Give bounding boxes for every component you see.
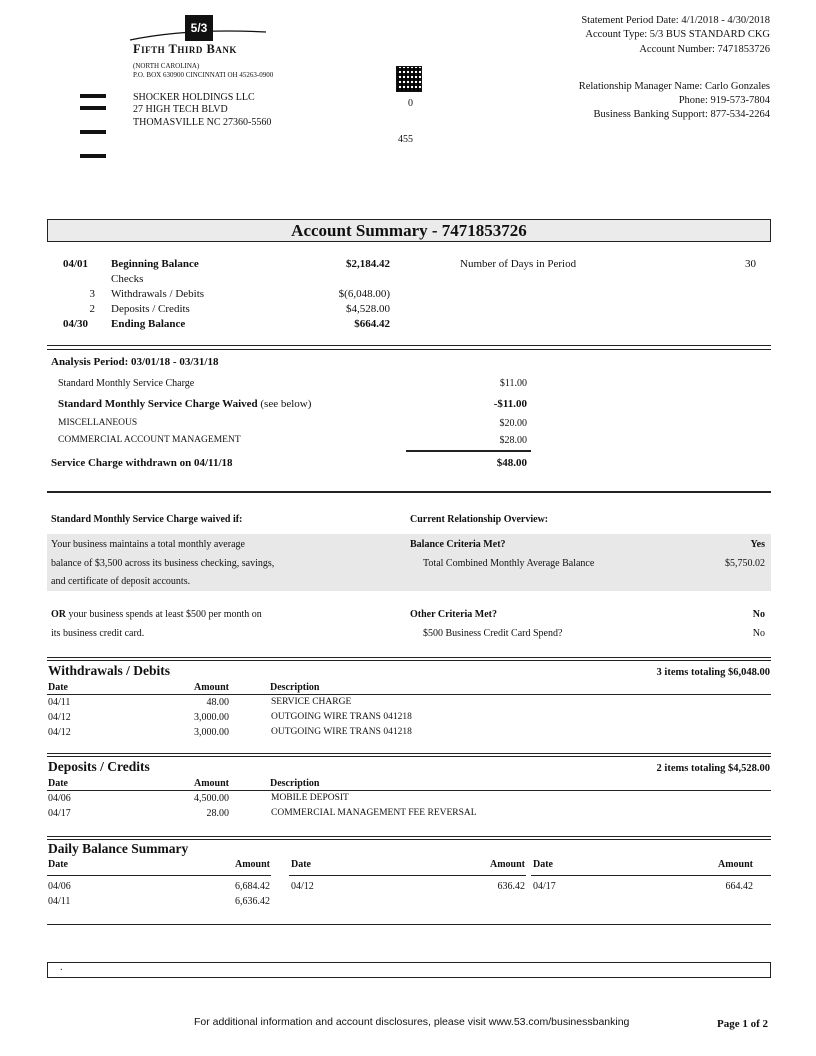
divider bbox=[47, 753, 771, 754]
col-date: Date bbox=[48, 859, 68, 870]
row-date: 04/17 bbox=[48, 808, 71, 819]
analysis-title: Analysis Period: 03/01/18 - 03/31/18 bbox=[51, 356, 219, 368]
service-charge-amount: $11.00 bbox=[499, 378, 527, 389]
customer-name: SHOCKER HOLDINGS LLC bbox=[133, 92, 255, 103]
account-type: Account Type: 5/3 BUS STANDARD CKG bbox=[585, 29, 770, 40]
header-rule bbox=[47, 875, 271, 876]
withdrawals-total: 3 items totaling $6,048.00 bbox=[656, 667, 770, 678]
message-box bbox=[47, 962, 771, 978]
daily-amount: 6,684.42 bbox=[235, 881, 270, 892]
divider bbox=[47, 660, 771, 661]
row-description: OUTGOING WIRE TRANS 041218 bbox=[271, 727, 412, 737]
col-date: Date bbox=[291, 859, 311, 870]
cond1-line3: and certificate of deposit accounts. bbox=[51, 576, 191, 587]
other-criteria-label: Other Criteria Met? bbox=[410, 609, 497, 620]
col-date: Date bbox=[533, 859, 553, 870]
divider bbox=[47, 839, 771, 840]
header-rule bbox=[47, 790, 771, 791]
cond2-text: your business spends at least $500 per month on bbox=[68, 609, 262, 620]
col-date: Date bbox=[48, 778, 68, 789]
account-number: Account Number: 7471853726 bbox=[639, 44, 770, 55]
row-date: 04/06 bbox=[48, 793, 71, 804]
deposits-amount: $4,528.00 bbox=[346, 303, 390, 315]
row-amount: 4,500.00 bbox=[194, 793, 229, 804]
row-description: MOBILE DEPOSIT bbox=[271, 793, 349, 803]
withdrawals-count: 3 bbox=[89, 288, 95, 300]
row-amount: 48.00 bbox=[206, 697, 229, 708]
bank-state: (NORTH CAROLINA) bbox=[133, 62, 200, 70]
divider bbox=[47, 924, 771, 925]
overview-title: Current Relationship Overview: bbox=[410, 514, 549, 525]
daily-amount: 6,636.42 bbox=[235, 896, 270, 907]
header-rule bbox=[531, 875, 771, 876]
row-date: 04/12 bbox=[48, 727, 71, 738]
col-amount: Amount bbox=[193, 682, 229, 693]
customer-city: THOMASVILLE NC 27360-5560 bbox=[133, 117, 272, 128]
page-number: Page 1 of 2 bbox=[716, 1018, 768, 1030]
daily-amount: 664.42 bbox=[725, 881, 753, 892]
waived-label: Standard Monthly Service Charge Waived bbox=[58, 398, 258, 410]
daily-date: 04/11 bbox=[48, 896, 71, 907]
footer-info: For additional information and account disclosures, please visit www.53.com/businessbanking bbox=[194, 1016, 630, 1028]
end-date: 04/30 bbox=[63, 318, 89, 330]
bank-name: Fifth Third Bank bbox=[133, 42, 237, 56]
daily-amount: 636.42 bbox=[497, 881, 525, 892]
daily-date: 04/06 bbox=[48, 881, 71, 892]
account-summary-title: Account Summary - 7471853726 bbox=[47, 219, 771, 242]
business-support: Business Banking Support: 877-534-2264 bbox=[593, 109, 770, 120]
days-label: Number of Days in Period bbox=[460, 258, 577, 270]
deposits-total: 2 items totaling $4,528.00 bbox=[656, 763, 770, 774]
sort-code: 0 bbox=[408, 98, 413, 109]
divider bbox=[47, 491, 771, 493]
header-rule bbox=[47, 694, 771, 695]
begin-amount: $2,184.42 bbox=[346, 258, 390, 270]
row-description: COMMERCIAL MANAGEMENT FEE REVERSAL bbox=[271, 808, 477, 818]
row-description: SERVICE CHARGE bbox=[271, 697, 352, 707]
message-text: . bbox=[60, 962, 63, 973]
waived-amount: -$11.00 bbox=[493, 398, 527, 410]
waiver-title: Standard Monthly Service Charge waived if: bbox=[51, 514, 243, 525]
row-date: 04/12 bbox=[48, 712, 71, 723]
row-date: 04/11 bbox=[48, 697, 71, 708]
combined-value: $5,750.02 bbox=[725, 558, 765, 569]
mail-barcode-mark bbox=[80, 130, 106, 134]
end-amount: $664.42 bbox=[354, 318, 390, 330]
daily-title: Daily Balance Summary bbox=[48, 841, 189, 856]
withdrawn-amount: $48.00 bbox=[496, 457, 527, 469]
balance-criteria-value: Yes bbox=[750, 539, 765, 550]
misc-amount: $20.00 bbox=[499, 418, 527, 429]
divider bbox=[47, 345, 771, 346]
withdrawals-amount: $(6,048.00) bbox=[338, 288, 390, 300]
card-spend-label: $500 Business Credit Card Spend? bbox=[423, 628, 563, 639]
mgmt-label: COMMERCIAL ACCOUNT MANAGEMENT bbox=[58, 435, 241, 445]
deposits-title: Deposits / Credits bbox=[48, 759, 150, 774]
mail-barcode-mark bbox=[80, 106, 106, 110]
cond1-line2: balance of $3,500 across its business checking, savings, bbox=[51, 558, 275, 569]
mgmt-amount: $28.00 bbox=[499, 435, 527, 446]
divider bbox=[47, 836, 771, 837]
total-rule bbox=[406, 450, 531, 452]
balance-criteria-label: Balance Criteria Met? bbox=[410, 539, 506, 550]
logo-mark-text: 5/3 bbox=[190, 21, 208, 35]
col-amount: Amount bbox=[193, 778, 229, 789]
row-amount: 28.00 bbox=[206, 808, 229, 819]
col-description: Description bbox=[270, 778, 320, 789]
header-rule bbox=[289, 875, 526, 876]
cond2-line2: its business credit card. bbox=[51, 628, 145, 639]
card-spend-value: No bbox=[752, 628, 765, 639]
cond2-or: OR bbox=[51, 609, 66, 620]
deposits-count: 2 bbox=[89, 303, 95, 315]
service-charge-label: Standard Monthly Service Charge bbox=[58, 378, 195, 389]
daily-date: 04/17 bbox=[533, 881, 556, 892]
col-amount: Amount bbox=[717, 859, 753, 870]
row-description: OUTGOING WIRE TRANS 041218 bbox=[271, 712, 412, 722]
bank-address: P.O. BOX 630900 CINCINNATI OH 45263-0900 bbox=[133, 71, 274, 79]
begin-label: Beginning Balance bbox=[111, 258, 199, 270]
col-amount: Amount bbox=[489, 859, 525, 870]
waived-note: (see below) bbox=[260, 398, 312, 410]
cond1-line1: Your business maintains a total monthly average bbox=[51, 539, 245, 550]
qr-code bbox=[396, 66, 422, 92]
manager-phone: Phone: 919-573-7804 bbox=[678, 95, 770, 106]
divider bbox=[47, 657, 771, 658]
begin-date: 04/01 bbox=[63, 258, 89, 270]
withdrawals-label: Withdrawals / Debits bbox=[111, 288, 205, 300]
statement-period: Statement Period Date: 4/1/2018 - 4/30/2018 bbox=[581, 15, 770, 26]
waived-row bbox=[58, 398, 311, 410]
misc-label: MISCELLANEOUS bbox=[58, 418, 138, 428]
col-amount: Amount bbox=[234, 859, 270, 870]
cond2-line1 bbox=[51, 609, 262, 620]
checks-label: Checks bbox=[111, 273, 144, 285]
mail-barcode-mark bbox=[80, 154, 106, 158]
sequence-code: 455 bbox=[398, 134, 413, 145]
relationship-manager: Relationship Manager Name: Carlo Gonzales bbox=[578, 81, 770, 92]
divider bbox=[47, 756, 771, 757]
row-amount: 3,000.00 bbox=[194, 727, 229, 738]
withdrawn-label: Service Charge withdrawn on 04/11/18 bbox=[51, 457, 233, 469]
combined-label: Total Combined Monthly Average Balance bbox=[423, 558, 595, 569]
mail-barcode-mark bbox=[80, 94, 106, 98]
divider bbox=[47, 349, 771, 350]
other-criteria-value: No bbox=[752, 609, 765, 620]
days-value: 30 bbox=[745, 258, 756, 270]
col-date: Date bbox=[48, 682, 68, 693]
row-amount: 3,000.00 bbox=[194, 712, 229, 723]
end-label: Ending Balance bbox=[111, 318, 186, 330]
withdrawals-title: Withdrawals / Debits bbox=[48, 663, 171, 678]
deposits-label: Deposits / Credits bbox=[111, 303, 190, 315]
customer-street: 27 HIGH TECH BLVD bbox=[133, 104, 228, 115]
col-description: Description bbox=[270, 682, 320, 693]
daily-date: 04/12 bbox=[291, 881, 314, 892]
